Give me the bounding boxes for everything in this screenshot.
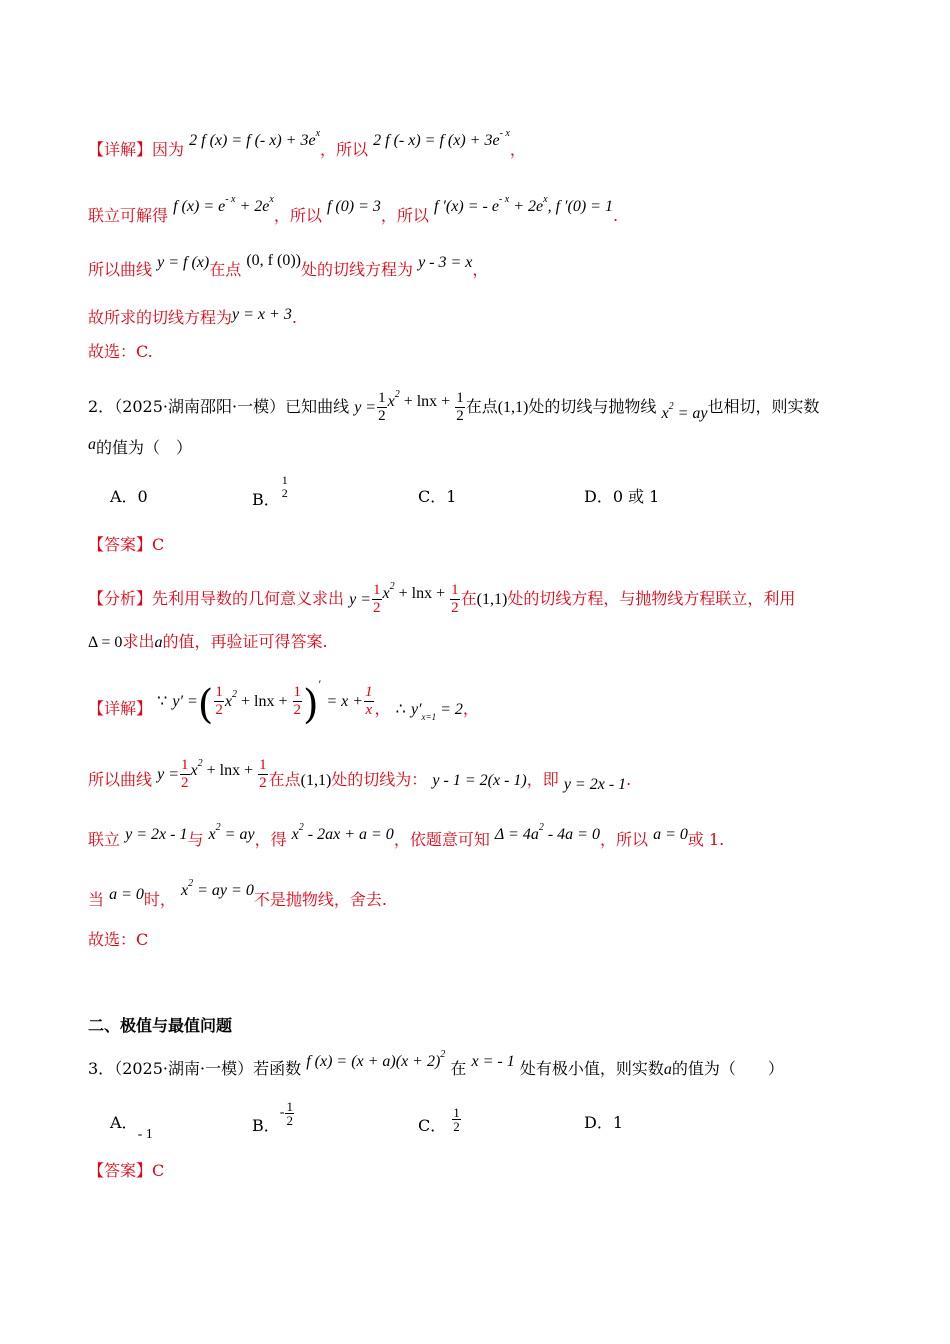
question-2-line-2: a的值为（ ） — [88, 436, 193, 457]
detail-line-5: 故选：C. — [88, 342, 153, 361]
detail-line-3: 所以曲线 y = f (x)在点 (0, f (0))处的切线方程为 y - 3 = x， — [88, 252, 489, 279]
q2-option-a[interactable]: A．0 — [110, 487, 148, 506]
section-title: 二、极值与最值问题 — [88, 1016, 233, 1035]
q2-option-d[interactable]: D．0 或 1 — [584, 487, 660, 506]
q3-option-d[interactable]: D．1 — [584, 1113, 624, 1132]
q2-detail-line-4: 当 a = 0时， $x^2$ = ay = 0不是抛物线，舍去. — [88, 878, 387, 909]
q2-detail-line-3: 联立 y = 2x - 1与 $x^2$ = ay，得 $x^2 - 2ax + a = 0$，依题意可知 $\Delta = 4a^2 - 4a = 0$，所以 a = 0或 1. — [88, 822, 725, 849]
q2-detail-line-5: 故选：C — [88, 930, 149, 949]
q2-analysis: 【分析】先利用导数的几何意义求出 y = $\frac{1}{2}$ $x^2 + \ln x$ + $\frac{1}{2}$ 在(1,1)处的切线方程，与抛物线方程联立，利用 — [88, 581, 796, 616]
question-number: 2． — [88, 397, 115, 416]
detail-line-2: 联立可解得 f $(x) = e^{- x} + 2e^x$，所以 f (0) = 3，所以 f ′(x) = - $e^{- x} + 2e^x$, f ′(0) = 1. — [88, 194, 619, 225]
question-number: 3． — [88, 1059, 115, 1078]
q3-option-a[interactable]: A．- 1 — [110, 1113, 153, 1142]
detail-tag: 【详解】 — [88, 140, 153, 159]
q2-option-b[interactable]: B． 1 2 — [252, 473, 288, 509]
question-2: 2．（2025·湖南邵阳·一模）已知曲线 y = $\frac{1}{2}$ $x^2 + \ln x$ + $\frac{1}{2}$ 在点(1,1)处的切线与抛物线 $x^2$ = ay也相切，则实数 — [88, 389, 820, 424]
q3-option-c[interactable]: C． $\frac{1}{2}$ — [418, 1105, 460, 1135]
detail-line-4: 故所求的切线方程为y = x + 3. — [88, 306, 297, 327]
q2-detail-line-2: 所以曲线 y = $\frac{1}{2}$ $x^2 + \ln x$ + $\frac{1}{2}$ 在点(1,1)处的切线为： y - 1 = 2(x - 1)，即 y = 2x - 1. — [88, 757, 632, 793]
detail-line-1: 【详解】因为 2 f (x) = f (- $x) + 3e^x$，所以 2 f (- x) = f $(x) + 3e^{- x}$， — [88, 128, 526, 159]
q3-answer: 【答案】C — [88, 1161, 165, 1180]
question-3: 3．（2025·湖南·一模）若函数 f $(x) = (x + a)(x + 2)^2$ 在 x = - 1 处有极小值，则实数a的值为（ ） — [88, 1049, 784, 1078]
q2-answer: 【答案】C — [88, 535, 165, 554]
q2-analysis-line-2: Δ = 0求出a的值，再验证可得答案. — [88, 632, 328, 651]
q2-option-c[interactable]: C．1 — [418, 487, 457, 506]
q3-option-b[interactable]: B．- $\frac{1}{2}$ — [252, 1099, 293, 1135]
q2-detail-line-1: 【详解】 ∵ y′ =( $\frac{1}{2}$ $x^2 + \ln x$ + $\frac{1}{2}$ )′ = x + $\frac{1}{x}$ ， ∴ $y'_{x=1} = 2$， — [88, 677, 479, 728]
